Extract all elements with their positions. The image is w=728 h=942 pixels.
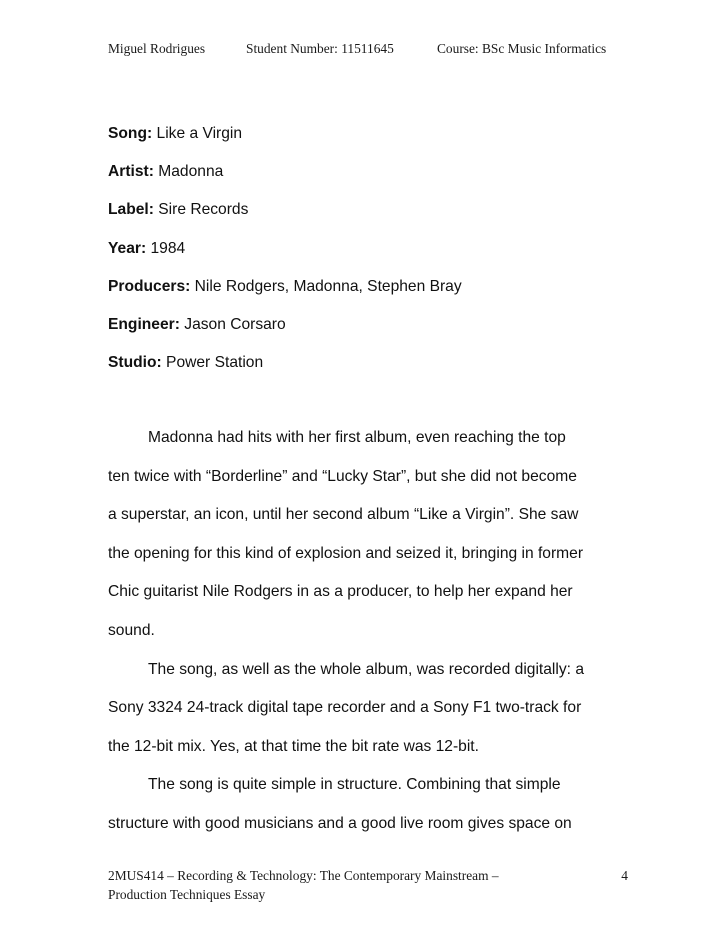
footer-essay-line: Production Techniques Essay [108,887,266,902]
header-author: Miguel Rodrigues [108,41,206,56]
page-footer [108,866,628,904]
header-course: Course: BSc Music Informatics [437,41,607,56]
meta-song [108,124,628,162]
body-line: the opening for this kind of explosion and seized it, bringing in former [108,544,584,562]
meta-record-label-value: Sire Records [158,201,249,219]
body-line: structure with good musicians and a good live room gives space on [108,814,572,832]
meta-artist [108,162,628,200]
body-line: Chic guitarist Nile Rodgers in as a producer, to help her expand her [108,583,573,601]
meta-artist-label: Artist: [108,163,154,181]
header-student-number: Student Number: 11511645 [246,41,394,56]
essay-body [108,428,628,853]
meta-year [108,239,628,277]
body-line: ten twice with “Borderline” and “Lucky Star”, but she did not become [108,467,577,485]
meta-producers-label: Producers: [108,277,191,295]
meta-artist-value: Madonna [158,163,224,181]
meta-engineer-label: Engineer: [108,315,180,333]
meta-record-label [108,200,628,238]
meta-record-label-label: Label: [108,201,154,219]
meta-studio [108,353,628,391]
meta-producers [108,277,628,315]
meta-producers-value: Nile Rodgers, Madonna, Stephen Bray [194,277,462,295]
meta-song-label: Song: [108,125,153,142]
body-line: Sony 3324 24-track digital tape recorder and a Sony F1 two-track for [108,699,582,717]
meta-song-value: Like a Virgin [156,125,243,142]
song-metadata [108,124,628,391]
page-header [108,41,628,59]
meta-year-label: Year: [108,239,147,257]
body-line: the 12-bit mix. Yes, at that time the bit rate was 12-bit. [108,737,479,755]
body-line: Madonna had hits with her first album, even reaching the top [148,429,566,446]
body-line: The song, as well as the whole album, was recorded digitally: a [148,660,584,678]
body-line: sound. [108,621,155,639]
body-line: a superstar, an icon, until her second album “Like a Virgin”. She saw [108,506,579,524]
meta-studio-value: Power Station [166,354,264,372]
meta-engineer [108,315,628,353]
meta-year-value: 1984 [150,239,186,257]
meta-studio-label: Studio: [108,354,162,372]
footer-course-line: 2MUS414 – Recording & Technology: The Contemporary Mainstream – [108,868,499,883]
page-number: 4 [621,868,628,883]
meta-engineer-value: Jason Corsaro [184,315,286,333]
body-line: The song is quite simple in structure. Combining that simple [148,776,561,794]
